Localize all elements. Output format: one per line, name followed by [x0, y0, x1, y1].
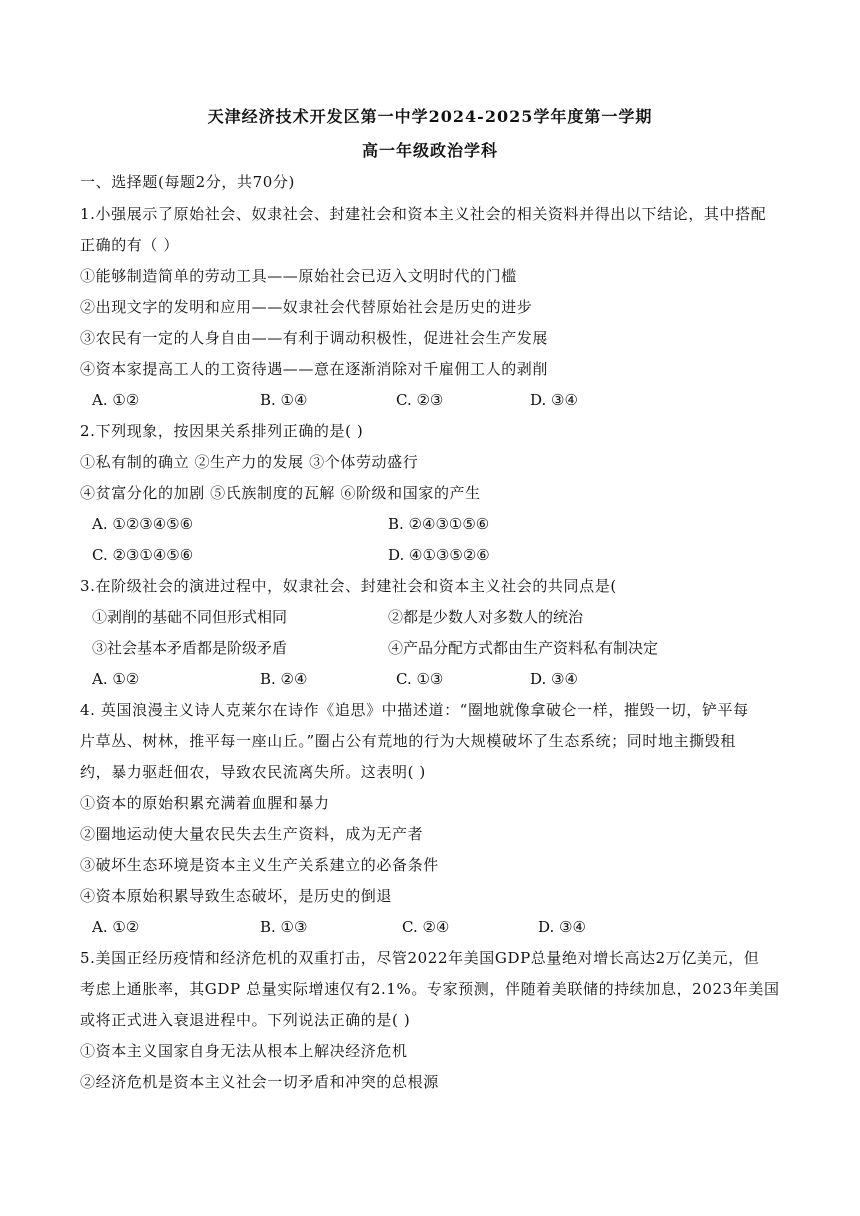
q3-item-3: ③社会基本矛盾都是阶级矛盾 — [92, 639, 288, 657]
q4-item-2: ②圈地运动使大量农民失去生产资料，成为无产者 — [80, 825, 424, 843]
q3-item-4: ④产品分配方式都由生产资料私有制决定 — [388, 639, 659, 657]
q4-stem-line2: 片草丛、树林，推平每一座山丘。”圈占公有荒地的行为大规模破坏了生态系统；同时地主撕毁租 — [80, 732, 736, 750]
q3-option-d: D. ③④ — [530, 670, 578, 688]
q4-item-1: ①资本的原始积累充满着血腥和暴力 — [80, 794, 330, 812]
q4-option-d: D. ③④ — [538, 918, 586, 936]
q2-stem: 2.下列现象，按因果关系排列正确的是( ) — [80, 422, 364, 440]
q4-item-3: ③破坏生态环境是资本主义生产关系建立的必备条件 — [80, 856, 439, 874]
q1-item-1: ①能够制造简单的劳动工具——原始社会已迈入文明时代的门槛 — [80, 267, 517, 285]
q1-option-b: B. ①④ — [260, 391, 308, 409]
q1-item-3: ③农民有一定的人身自由——有利于调动积极性，促进社会生产发展 — [80, 329, 549, 347]
q5-item-1: ①资本主义国家自身无法从根本上解决经济危机 — [80, 1042, 408, 1060]
q3-item-2: ②都是少数人对多数人的统治 — [388, 608, 584, 626]
q1-stem-line1: 1.小强展示了原始社会、奴隶社会、封建社会和资本主义社会的相关资料并得出以下结论，其中搭配 — [80, 205, 767, 223]
q2-item-1: ①私有制的确立 ②生产力的发展 ③个体劳动盛行 — [80, 453, 419, 471]
section-heading: 一、选择题(每题2分，共70分) — [80, 173, 295, 191]
q3-option-c: C. ①③ — [396, 670, 444, 688]
q3-stem: 3.在阶级社会的演进过程中，奴隶社会、封建社会和资本主义社会的共同点是( — [80, 577, 617, 595]
document-subtitle: 高一年级政治学科 — [361, 141, 498, 160]
q2-option-a: A. ①②③④⑤⑥ — [92, 515, 194, 533]
q4-option-c: C. ②④ — [402, 918, 450, 936]
q1-option-a: A. ①② — [92, 391, 140, 409]
q2-option-c: C. ②③①④⑤⑥ — [92, 546, 194, 564]
q4-stem-line3: 约，暴力驱赶佃农，导致农民流离失所。这表明( ) — [80, 763, 426, 781]
q5-stem-line3: 或将正式进入衰退进程中。下列说法正确的是( ) — [80, 1011, 411, 1029]
document-title: 天津经济技术开发区第一中学2024-2025学年度第一学期 — [207, 107, 653, 126]
q1-option-c: C. ②③ — [396, 391, 444, 409]
q1-item-2: ②出现文字的发明和应用——奴隶社会代替原始社会是历史的进步 — [80, 298, 533, 316]
q5-stem-line2: 考虑上通胀率，其GDP 总量实际增速仅有2.1%。专家预测，伴随着美联储的持续加息，2023年美国 — [80, 980, 780, 998]
q1-option-d: D. ③④ — [530, 391, 578, 409]
q3-option-a: A. ①② — [92, 670, 140, 688]
q5-stem-line1: 5.美国正经历疫情和经济危机的双重打击，尽管2022年美国GDP总量绝对增长高达2万亿美元，但 — [80, 949, 760, 967]
q2-item-2: ④贫富分化的加剧 ⑤氏族制度的瓦解 ⑥阶级和国家的产生 — [80, 484, 481, 502]
q2-option-d: D. ④①③⑤②⑥ — [388, 546, 490, 564]
q4-option-a: A. ①② — [92, 918, 140, 936]
q4-item-4: ④资本原始积累导致生态破坏，是历史的倒退 — [80, 887, 393, 905]
q4-option-b: B. ①③ — [260, 918, 308, 936]
q1-stem-line2: 正确的有（ ） — [80, 236, 179, 254]
q3-option-b: B. ②④ — [260, 670, 308, 688]
q2-option-b: B. ②④③①⑤⑥ — [388, 515, 490, 533]
q3-item-1: ①剥削的基础不同但形式相同 — [92, 608, 288, 626]
q1-item-4: ④资本家提高工人的工资待遇——意在逐渐消除对千雇佣工人的剥削 — [80, 360, 549, 378]
q4-stem-line1: 4. 英国浪漫主义诗人克莱尔在诗作《追思》中描述道：“圈地就像拿破仑一样，摧毁一切，铲平每 — [80, 701, 749, 719]
q5-item-2: ②经济危机是资本主义社会一切矛盾和冲突的总根源 — [80, 1073, 439, 1091]
